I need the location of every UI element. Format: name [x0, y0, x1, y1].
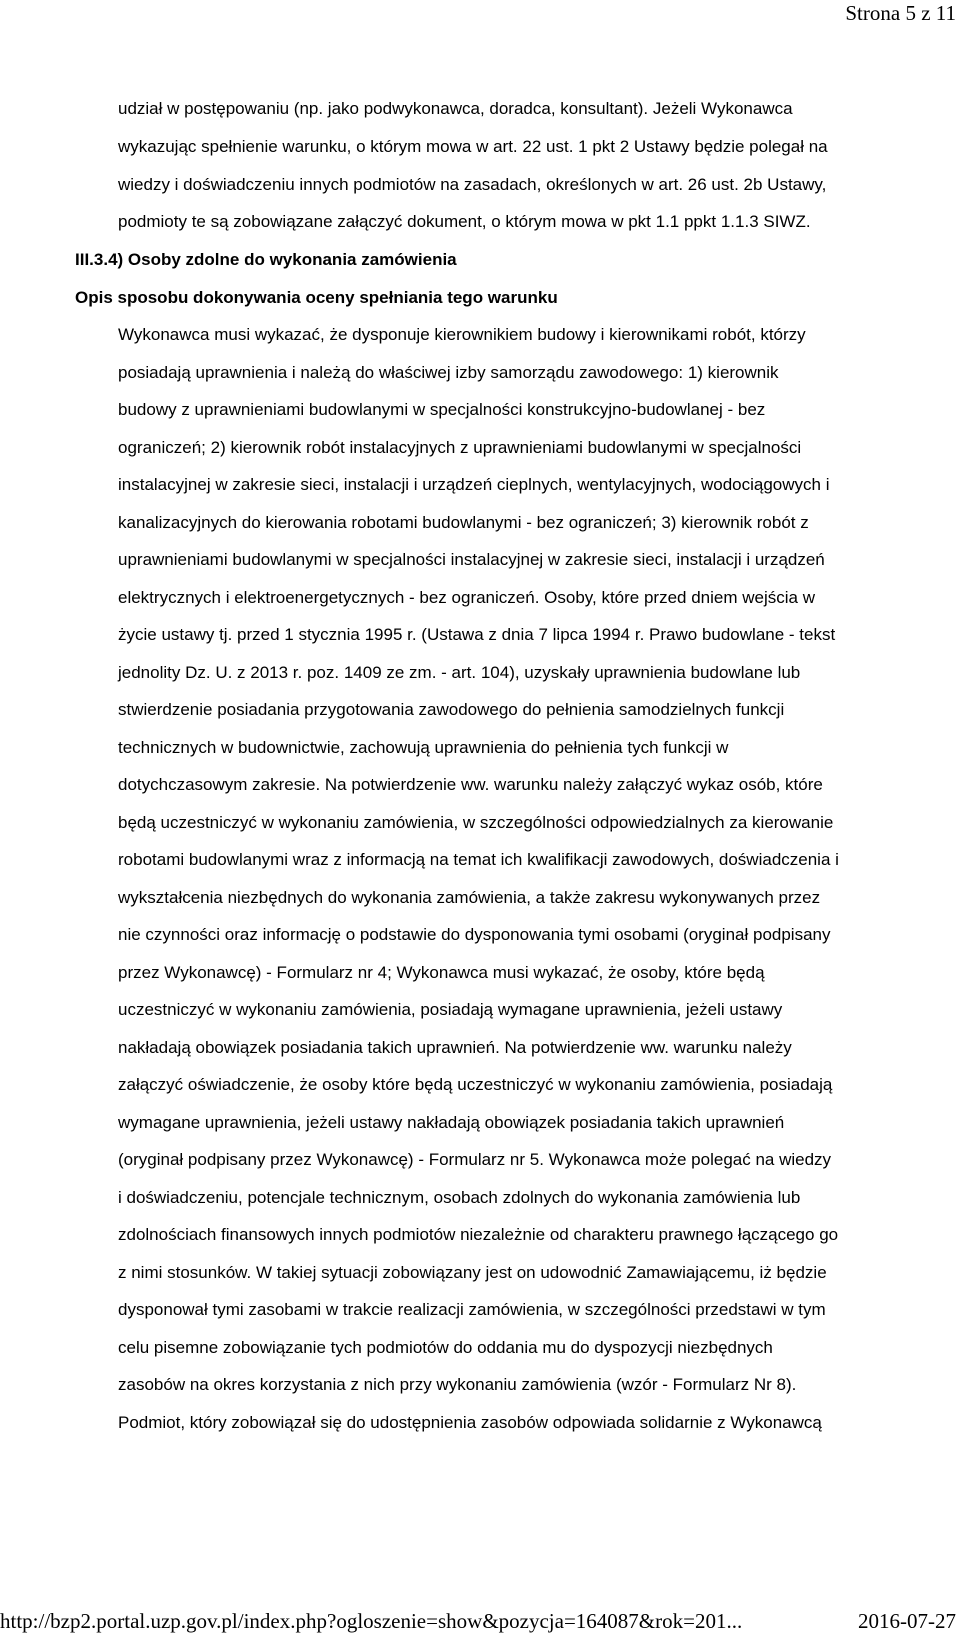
paragraph-line: dotychczasowym zakresie. Na potwierdzenie ww. warunku należy załączyć wykaz osób, które: [118, 775, 823, 794]
paragraph-line: podmioty te są zobowiązane załączyć dokument, o którym mowa w pkt 1.1 ppkt 1.1.3 SIWZ.: [118, 212, 811, 231]
paragraph-line: budowy z uprawnieniami budowlanymi w specjalności konstrukcyjno-budowlanej - bez: [118, 400, 766, 419]
paragraph-line: instalacyjnej w zakresie sieci, instalacji i urządzeń cieplnych, wentylacyjnych, wodociągowych i: [118, 475, 830, 494]
paragraph-line: Wykonawca musi wykazać, że dysponuje kierownikiem budowy i kierownikami robót, którzy: [118, 325, 806, 344]
paragraph-line: jednolity Dz. U. z 2013 r. poz. 1409 ze zm. - art. 104), uzyskały uprawnienia budowlane lub: [118, 663, 801, 682]
paragraph-line: udział w postępowaniu (np. jako podwykonawca, doradca, konsultant). Jeżeli Wykonawca: [118, 99, 793, 118]
paragraph-line: ograniczeń; 2) kierownik robót instalacyjnych z uprawnieniami budowlanymi w specjalności: [118, 438, 802, 457]
paragraph-line: celu pisemne zobowiązanie tych podmiotów do oddania mu do dyspozycji niezbędnych: [118, 1338, 773, 1357]
paragraph-line: zasobów na okres korzystania z nich przy wykonaniu zamówienia (wzór - Formularz Nr 8).: [118, 1375, 797, 1394]
section-title: III.3.4) Osoby zdolne do wykonania zamówienia: [75, 250, 457, 269]
section-subtitle: Opis sposobu dokonywania oceny spełniania tego warunku: [75, 288, 558, 307]
paragraph-line: z nimi stosunków. W takiej sytuacji zobowiązany jest on udowodnić Zamawiającemu, iż będzie: [118, 1263, 827, 1282]
page-number: Strona 5 z 11: [845, 1, 956, 25]
paragraph-line: posiadają uprawnienia i należą do właściwej izby samorządu zawodowego: 1) kierownik: [118, 363, 779, 382]
paragraph-line: wykształcenia niezbędnych do wykonania zamówienia, a także zakresu wykonywanych przez: [118, 888, 821, 907]
paragraph-line: robotami budowlanymi wraz z informacją na temat ich kwalifikacji zawodowych, doświadczenia i: [118, 850, 839, 869]
paragraph-line: Podmiot, który zobowiązał się do udostępnienia zasobów odpowiada solidarnie z Wykonawcą: [118, 1413, 822, 1432]
paragraph-line: wykazując spełnienie warunku, o którym mowa w art. 22 ust. 1 pkt 2 Ustawy będzie polegał na: [118, 137, 828, 156]
paragraph-line: (oryginał podpisany przez Wykonawcę) - Formularz nr 5. Wykonawca może polegać na wiedzy: [118, 1150, 832, 1169]
paragraph-line: przez Wykonawcę) - Formularz nr 4; Wykonawca musi wykazać, że osoby, które będą: [118, 963, 765, 982]
paragraph-line: kanalizacyjnych do kierowania robotami budowlanymi - bez ograniczeń; 3) kierownik robót z: [118, 513, 809, 532]
footer-date: 2016-07-27: [858, 1609, 956, 1633]
paragraph-line: będą uczestniczyć w wykonaniu zamówienia, w szczególności odpowiedzialnych za kierowanie: [118, 813, 834, 832]
paragraph-line: elektrycznych i elektroenergetycznych - bez ograniczeń. Osoby, które przed dniem wejścia w: [118, 588, 815, 607]
paragraph-line: uczestniczyć w wykonaniu zamówienia, posiadają wymagane uprawnienia, jeżeli ustawy: [118, 1000, 783, 1019]
footer-url: http://bzp2.portal.uzp.gov.pl/index.php?ogloszenie=show&pozycja=164087&rok=201...: [0, 1609, 743, 1633]
paragraph-line: nie czynności oraz informację o podstawie do dysponowania tymi osobami (oryginał podpisany: [118, 925, 831, 944]
paragraph-line: i doświadczeniu, potencjale technicznym, osobach zdolnych do wykonania zamówienia lub: [118, 1188, 801, 1207]
paragraph-line: załączyć oświadczenie, że osoby które będą uczestniczyć w wykonaniu zamówienia, posiadają: [118, 1075, 833, 1094]
paragraph-line: technicznych w budownictwie, zachowują uprawnienia do pełnienia tych funkcji w: [118, 738, 729, 757]
paragraph-line: nakładają obowiązek posiadania takich uprawnień. Na potwierdzenie ww. warunku należy: [118, 1038, 792, 1057]
paragraph-line: stwierdzenie posiadania przygotowania zawodowego do pełnienia samodzielnych funkcji: [118, 700, 785, 719]
paragraph-line: życie ustawy tj. przed 1 stycznia 1995 r. (Ustawa z dnia 7 lipca 1994 r. Prawo budowlane - tekst: [118, 625, 836, 644]
paragraph-line: zdolnościach finansowych innych podmiotów niezależnie od charakteru prawnego łączącego go: [118, 1225, 839, 1244]
paragraph-line: wiedzy i doświadczeniu innych podmiotów na zasadach, określonych w art. 26 ust. 2b Ustawy,: [118, 175, 827, 194]
paragraph-line: wymagane uprawnienia, jeżeli ustawy nakładają obowiązek posiadania takich uprawnień: [118, 1113, 785, 1132]
paragraph-line: uprawnieniami budowlanymi w specjalności instalacyjnej w zakresie sieci, instalacji i urządzeń: [118, 550, 825, 569]
paragraph-line: dysponował tymi zasobami w trakcie realizacji zamówienia, w szczególności przedstawi w tym: [118, 1300, 826, 1319]
